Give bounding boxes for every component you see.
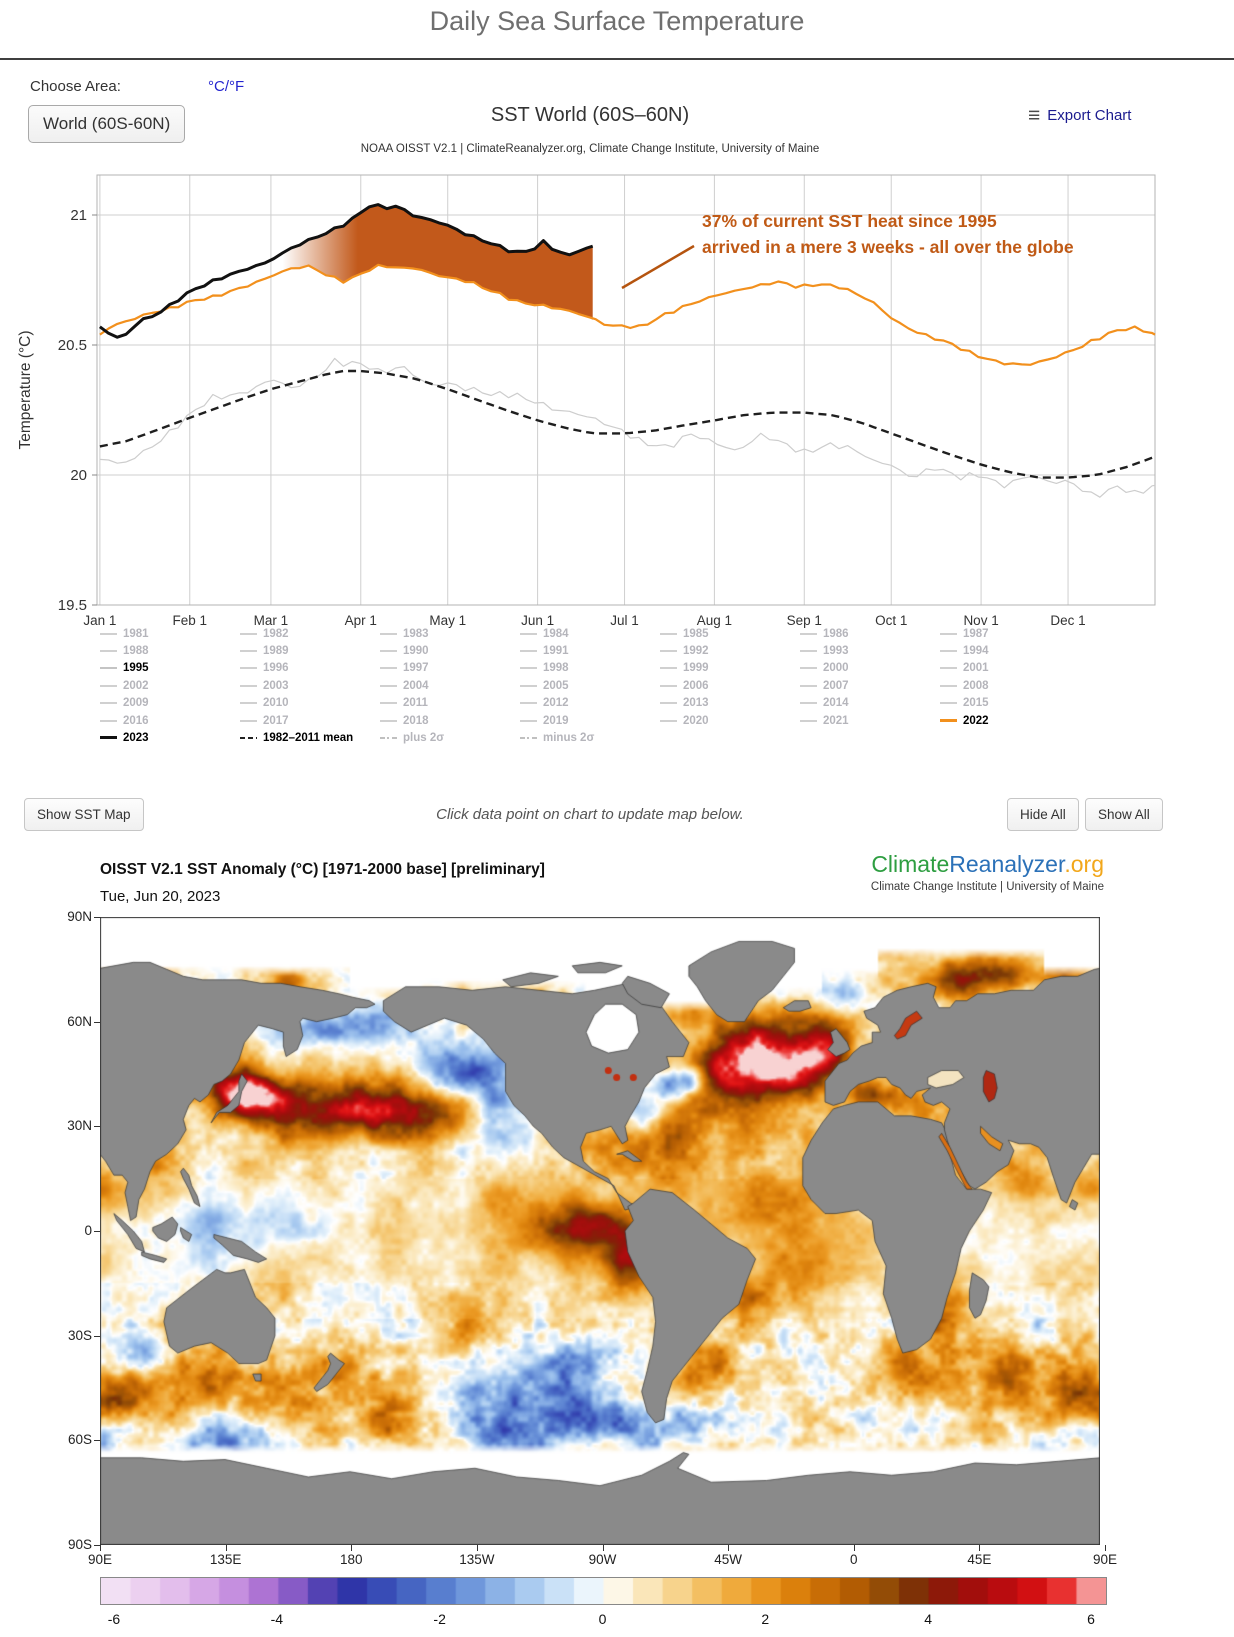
legend-label: 2016 bbox=[123, 714, 149, 727]
map-lon-label: 180 bbox=[339, 1552, 363, 1567]
legend-item-2014[interactable] bbox=[800, 696, 849, 711]
legend-label: plus 2σ bbox=[403, 731, 445, 744]
legend-label: 1983 bbox=[403, 627, 429, 640]
svg-text:arrived in a mere 3 weeks - al: arrived in a mere 3 weeks - all over the globe bbox=[702, 237, 1074, 257]
legend-item-2007[interactable] bbox=[800, 678, 849, 693]
legend-label: 1996 bbox=[263, 662, 289, 675]
legend-label: 1986 bbox=[823, 627, 849, 640]
map-lat-label: 90N bbox=[67, 909, 92, 924]
legend-item-2001[interactable] bbox=[940, 661, 989, 676]
legend-label: 2008 bbox=[963, 679, 989, 692]
legend-label: 2017 bbox=[263, 714, 289, 727]
legend-swatch bbox=[240, 702, 257, 704]
svg-text:Nov 1: Nov 1 bbox=[963, 613, 999, 628]
map-lon-label: 90E bbox=[1092, 1552, 1118, 1567]
legend-item-2022[interactable] bbox=[940, 713, 989, 728]
map-tick bbox=[603, 1545, 604, 1551]
map-land-overlay bbox=[100, 917, 1100, 1545]
colorbar-tick-label: -4 bbox=[270, 1611, 284, 1627]
legend-swatch bbox=[520, 685, 537, 687]
legend-label: 2014 bbox=[823, 697, 849, 710]
legend-label: 2012 bbox=[543, 697, 569, 710]
legend-label: 2021 bbox=[823, 714, 849, 727]
legend-label: 1985 bbox=[683, 627, 709, 640]
map-lon-label: 45E bbox=[967, 1552, 992, 1567]
legend-item-1999[interactable] bbox=[660, 661, 709, 676]
legend-label: 2022 bbox=[963, 714, 989, 727]
legend-swatch bbox=[100, 685, 117, 687]
svg-text:21: 21 bbox=[70, 207, 87, 224]
legend-swatch bbox=[240, 737, 257, 739]
colorbar-tick-label: -6 bbox=[107, 1611, 121, 1627]
legend-item-1983[interactable] bbox=[380, 626, 429, 641]
legend-label: 2013 bbox=[683, 697, 709, 710]
legend-swatch bbox=[940, 633, 957, 635]
legend-item-2019[interactable] bbox=[520, 713, 569, 728]
map-tick bbox=[94, 1231, 100, 1232]
map-tick bbox=[100, 1545, 101, 1551]
legend-swatch bbox=[240, 685, 257, 687]
legend-label: minus 2σ bbox=[543, 731, 595, 744]
map-tick bbox=[979, 1545, 980, 1551]
map-tick bbox=[728, 1545, 729, 1551]
map-lat-label: 60S bbox=[67, 1432, 92, 1448]
legend-item-2020[interactable] bbox=[660, 713, 709, 728]
map-tick bbox=[854, 1545, 855, 1551]
area-select-button[interactable]: World (60S-60N) bbox=[28, 105, 185, 143]
legend-swatch bbox=[800, 633, 817, 635]
legend-swatch bbox=[380, 667, 397, 669]
colorbar-tick-label: 2 bbox=[761, 1611, 770, 1627]
svg-text:20.5: 20.5 bbox=[57, 337, 87, 354]
legend-item-1981[interactable] bbox=[100, 626, 149, 641]
legend-item-1985[interactable] bbox=[660, 626, 709, 641]
legend-item-2004[interactable] bbox=[380, 678, 429, 693]
map-title: OISST V2.1 SST Anomaly (°C) [1971-2000 base] [preliminary] bbox=[100, 861, 545, 878]
map-tick bbox=[477, 1545, 478, 1551]
legend-label: 1982 bbox=[263, 627, 289, 640]
legend-label: 2015 bbox=[963, 697, 989, 710]
map-tick bbox=[94, 917, 100, 918]
colorbar-tick-label: 0 bbox=[598, 1611, 607, 1627]
svg-text:Oct 1: Oct 1 bbox=[875, 613, 908, 628]
legend-item-1982-2011-mean[interactable] bbox=[240, 730, 353, 745]
svg-text:Feb 1: Feb 1 bbox=[172, 613, 208, 628]
colorbar-tick-label: -2 bbox=[433, 1611, 446, 1627]
legend-item-1982[interactable] bbox=[240, 626, 289, 641]
legend-swatch bbox=[380, 702, 397, 704]
legend-item-1987[interactable] bbox=[940, 626, 989, 641]
climatereanalyzer-logo[interactable] bbox=[871, 851, 1104, 893]
legend-swatch bbox=[520, 720, 537, 722]
chart-legend bbox=[0, 626, 1180, 756]
legend-item-1984[interactable] bbox=[520, 626, 569, 641]
legend-label: 2011 bbox=[403, 697, 428, 710]
legend-swatch bbox=[660, 702, 677, 704]
chart-hint-text: Click data point on chart to update map below. bbox=[436, 806, 744, 823]
legend-label: 2010 bbox=[263, 697, 289, 710]
legend-label: 1999 bbox=[683, 662, 709, 675]
anomaly-colorbar bbox=[100, 1577, 1107, 1605]
legend-swatch bbox=[520, 633, 537, 635]
map-lon-label: 0 bbox=[849, 1552, 858, 1567]
legend-swatch bbox=[940, 667, 957, 669]
svg-text:Jun 1: Jun 1 bbox=[521, 613, 555, 628]
legend-item-2023[interactable] bbox=[100, 730, 149, 745]
legend-item-1992[interactable] bbox=[660, 643, 709, 658]
legend-label: 1989 bbox=[263, 644, 289, 657]
legend-swatch bbox=[380, 685, 397, 687]
map-lat-label: 30S bbox=[67, 1327, 92, 1343]
svg-text:Aug 1: Aug 1 bbox=[696, 613, 733, 628]
legend-swatch bbox=[380, 720, 397, 722]
legend-label: 2020 bbox=[683, 714, 709, 727]
svg-text:37% of current SST heat since: 37% of current SST heat since 1995 bbox=[702, 211, 997, 231]
map-tick bbox=[94, 1126, 100, 1127]
legend-label: 2003 bbox=[263, 679, 289, 692]
legend-item-2002[interactable] bbox=[100, 678, 149, 693]
legend-swatch bbox=[800, 685, 817, 687]
legend-item-2016[interactable] bbox=[100, 713, 149, 728]
legend-label: 1987 bbox=[963, 627, 989, 640]
legend-label: 1984 bbox=[543, 627, 569, 640]
legend-swatch bbox=[240, 650, 257, 652]
legend-item-1995[interactable] bbox=[100, 661, 149, 676]
legend-swatch bbox=[520, 737, 537, 739]
legend-swatch bbox=[660, 685, 677, 687]
legend-item-2003[interactable] bbox=[240, 678, 289, 693]
header-divider bbox=[0, 58, 1234, 60]
legend-label: 1981 bbox=[123, 627, 149, 640]
legend-label: 2002 bbox=[123, 679, 149, 692]
legend-item-1989[interactable] bbox=[240, 643, 289, 658]
legend-swatch bbox=[100, 702, 117, 704]
chart-title: SST World (60S–60N) bbox=[490, 104, 690, 126]
svg-text:20: 20 bbox=[70, 467, 87, 484]
menu-icon: ≡ bbox=[1028, 103, 1041, 127]
hide-all-button[interactable]: Hide All bbox=[1007, 798, 1079, 831]
map-lat-label: 30N bbox=[67, 1118, 92, 1134]
legend-swatch bbox=[940, 702, 957, 704]
legend-swatch bbox=[380, 737, 397, 739]
legend-swatch bbox=[660, 667, 677, 669]
svg-text:Sep 1: Sep 1 bbox=[786, 613, 822, 628]
legend-label: 2001 bbox=[963, 662, 989, 675]
legend-item-2006[interactable] bbox=[660, 678, 709, 693]
legend-label: 1997 bbox=[403, 662, 429, 675]
legend-item-2015[interactable] bbox=[940, 696, 989, 711]
svg-text:Dec 1: Dec 1 bbox=[1050, 613, 1086, 628]
legend-item-1990[interactable] bbox=[380, 643, 429, 658]
legend-swatch bbox=[100, 736, 117, 739]
sst-line-chart[interactable] bbox=[0, 165, 1180, 640]
legend-item-1997[interactable] bbox=[380, 661, 429, 676]
legend-label: 1991 bbox=[543, 644, 569, 657]
svg-text:19.5: 19.5 bbox=[57, 597, 87, 614]
legend-swatch bbox=[520, 667, 537, 669]
legend-item-1994[interactable] bbox=[940, 643, 989, 658]
legend-swatch bbox=[240, 633, 257, 635]
legend-swatch bbox=[520, 650, 537, 652]
map-lon-label: 135E bbox=[209, 1552, 242, 1567]
svg-text:May 1: May 1 bbox=[429, 613, 467, 628]
legend-swatch bbox=[660, 633, 677, 635]
legend-swatch bbox=[940, 685, 957, 687]
legend-item-2021[interactable] bbox=[800, 713, 849, 728]
legend-swatch bbox=[940, 650, 957, 652]
map-lon-label: 135W bbox=[459, 1552, 495, 1567]
export-chart-label: Export Chart bbox=[1047, 107, 1132, 124]
legend-item-1988[interactable] bbox=[100, 643, 149, 658]
legend-label: 2018 bbox=[403, 714, 429, 727]
chart-subtitle: NOAA OISST V2.1 | ClimateReanalyzer.org, Climate Change Institute, University of Maine bbox=[360, 143, 820, 155]
legend-label: 2006 bbox=[683, 679, 709, 692]
page-title: Daily Sea Surface Temperature bbox=[429, 6, 805, 36]
show-sst-map-button[interactable]: Show SST Map bbox=[24, 798, 144, 831]
svg-text:Temperature (°C): Temperature (°C) bbox=[17, 330, 34, 450]
legend-swatch bbox=[940, 719, 957, 722]
legend-label: 1992 bbox=[683, 644, 709, 657]
logo-part-reanalyzer: Reanalyzer bbox=[949, 851, 1065, 877]
legend-label: 1988 bbox=[123, 644, 149, 657]
map-lon-label: 90W bbox=[588, 1552, 617, 1567]
sst-anomaly-map bbox=[100, 917, 1100, 1545]
logo-part-org: .org bbox=[1064, 851, 1104, 877]
legend-item-minus-2-[interactable] bbox=[520, 730, 594, 745]
map-tick bbox=[94, 1022, 100, 1023]
legend-label: 2019 bbox=[543, 714, 569, 727]
legend-item-2000[interactable] bbox=[800, 661, 849, 676]
legend-swatch bbox=[380, 650, 397, 652]
legend-label: 1994 bbox=[963, 644, 989, 657]
legend-item-1991[interactable] bbox=[520, 643, 569, 658]
export-chart-button[interactable] bbox=[1028, 103, 1132, 127]
legend-swatch bbox=[800, 720, 817, 722]
series-1995 bbox=[100, 358, 1155, 497]
map-tick bbox=[351, 1545, 352, 1551]
logo-tagline: Climate Change Institute | University of Maine bbox=[870, 881, 1104, 893]
colorbar-tick-label: 4 bbox=[924, 1611, 933, 1627]
legend-swatch bbox=[240, 720, 257, 722]
svg-text:Jan 1: Jan 1 bbox=[83, 613, 117, 628]
legend-label: 1995 bbox=[123, 662, 149, 675]
map-tick bbox=[94, 1336, 100, 1337]
legend-label: 2005 bbox=[543, 679, 569, 692]
legend-swatch bbox=[100, 633, 117, 635]
logo-part-climate: Climate bbox=[871, 851, 950, 877]
series-2022 bbox=[100, 265, 1155, 365]
legend-item-2012[interactable] bbox=[520, 696, 569, 711]
series-1982-2011-mean bbox=[100, 371, 1155, 478]
legend-swatch bbox=[800, 702, 817, 704]
legend-swatch bbox=[660, 720, 677, 722]
map-tick bbox=[94, 1440, 100, 1441]
map-lat-label: 60N bbox=[67, 1013, 92, 1029]
map-lat-label: 90S bbox=[67, 1537, 92, 1552]
map-tick bbox=[1105, 1545, 1106, 1551]
legend-item-2011[interactable] bbox=[380, 696, 428, 711]
legend-swatch bbox=[100, 720, 117, 722]
legend-item-2008[interactable] bbox=[940, 678, 989, 693]
map-date: Tue, Jun 20, 2023 bbox=[100, 888, 221, 905]
colorbar-tick-label: 6 bbox=[1087, 1611, 1095, 1627]
svg-text:Mar 1: Mar 1 bbox=[253, 613, 289, 628]
legend-item-1993[interactable] bbox=[800, 643, 849, 658]
legend-label: 2007 bbox=[823, 679, 849, 692]
legend-label: 2004 bbox=[403, 679, 429, 692]
legend-swatch bbox=[800, 667, 817, 669]
legend-label: 1993 bbox=[823, 644, 849, 657]
legend-item-2018[interactable] bbox=[380, 713, 429, 728]
map-lon-label: 90E bbox=[87, 1552, 113, 1567]
map-tick bbox=[226, 1545, 227, 1551]
legend-item-2013[interactable] bbox=[660, 696, 709, 711]
svg-text:Jul 1: Jul 1 bbox=[610, 613, 639, 628]
legend-swatch bbox=[240, 667, 257, 669]
legend-label: 1998 bbox=[543, 662, 569, 675]
legend-item-2010[interactable] bbox=[240, 696, 289, 711]
legend-swatch bbox=[800, 650, 817, 652]
legend-label: 2023 bbox=[123, 731, 149, 744]
legend-swatch bbox=[100, 650, 117, 652]
legend-swatch bbox=[380, 633, 397, 635]
legend-swatch bbox=[520, 702, 537, 704]
legend-item-1996[interactable] bbox=[240, 661, 289, 676]
legend-item-2017[interactable] bbox=[240, 713, 289, 728]
legend-label: 1990 bbox=[403, 644, 429, 657]
legend-item-plus-2-[interactable] bbox=[380, 730, 444, 745]
map-lat-label: 0 bbox=[84, 1223, 92, 1238]
legend-label: 2009 bbox=[123, 697, 149, 710]
show-all-button[interactable]: Show All bbox=[1085, 798, 1163, 831]
legend-item-2009[interactable] bbox=[100, 696, 149, 711]
map-lon-label: 45W bbox=[714, 1552, 742, 1567]
legend-label: 1982–2011 mean bbox=[263, 731, 354, 744]
legend-item-2005[interactable] bbox=[520, 678, 569, 693]
legend-swatch bbox=[660, 650, 677, 652]
legend-label: 2000 bbox=[823, 662, 849, 675]
unit-toggle-link[interactable]: °C/°F bbox=[208, 78, 245, 95]
legend-swatch bbox=[100, 667, 117, 669]
choose-area-label: Choose Area: bbox=[30, 78, 121, 95]
svg-text:Apr 1: Apr 1 bbox=[344, 613, 377, 628]
legend-item-1986[interactable] bbox=[800, 626, 849, 641]
legend-item-1998[interactable] bbox=[520, 661, 569, 676]
